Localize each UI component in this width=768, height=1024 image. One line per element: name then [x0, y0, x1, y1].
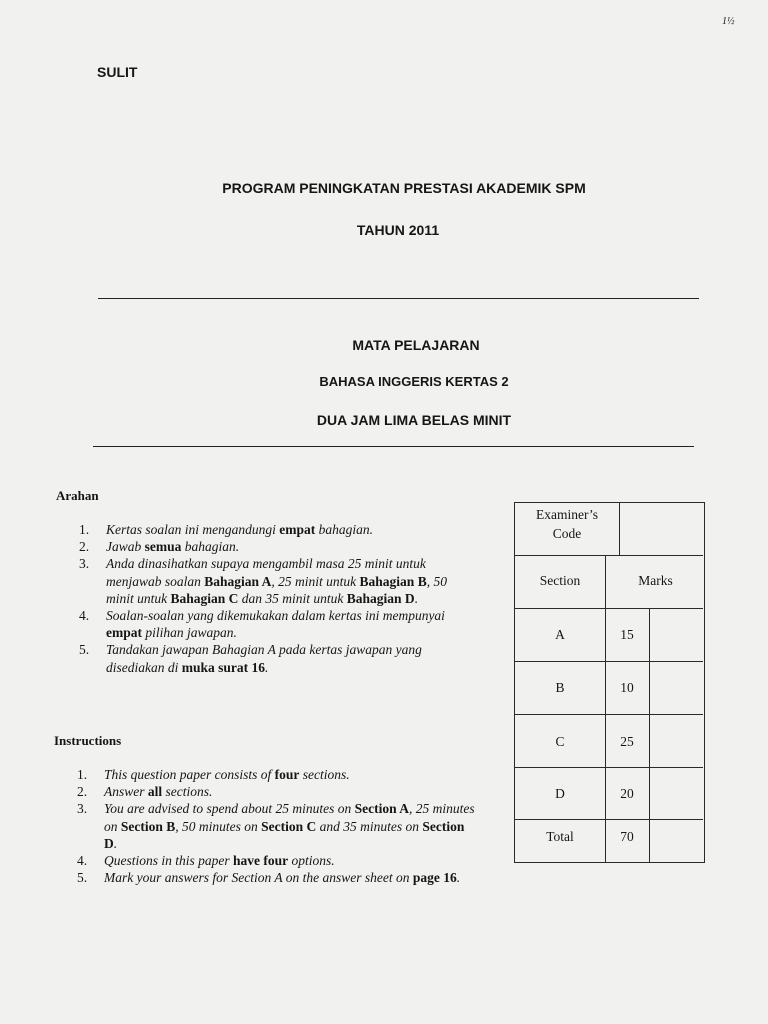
item-text-part: sections.: [299, 767, 350, 782]
instruction-item: [77, 852, 477, 869]
section-cell-c: C: [555, 734, 565, 749]
table-grid-line: [515, 555, 703, 556]
exam-duration: DUA JAM LIMA BELAS MINIT: [316, 412, 512, 428]
emphasis-text: empat: [279, 522, 316, 537]
divider-line: [93, 446, 694, 447]
table-grid-line: [515, 661, 703, 662]
year-title: TAHUN 2011: [356, 222, 440, 238]
emphasis-text: Bahagian B: [359, 573, 427, 589]
emphasis-text: muka surat 16: [181, 659, 266, 675]
emphasis-text: page 16: [412, 870, 457, 886]
examiner-marks-table: [514, 502, 705, 863]
emphasis-text: Bahagian D: [346, 590, 415, 606]
section-cell-a: A: [555, 627, 565, 642]
emphasis-text: all: [147, 784, 163, 800]
item-text-part: This question paper consists of: [104, 767, 275, 782]
emphasis-text: Bahagian A: [204, 573, 272, 589]
item-number: 5.: [79, 642, 90, 658]
arahan-heading: Arahan: [56, 488, 99, 503]
item-text-part: You are advised to spend about 25 minutes on: [104, 801, 355, 817]
instruction-item: [79, 555, 474, 607]
table-grid-line: [619, 503, 620, 555]
page-corner-mark: 1½: [722, 16, 735, 27]
item-text: [104, 801, 475, 850]
instruction-item: [77, 869, 477, 886]
item-number: 1.: [77, 767, 88, 782]
instruction-item: [79, 538, 474, 555]
item-number: 2.: [79, 539, 90, 555]
marks-column-header: Marks: [638, 573, 673, 588]
item-number: 2.: [77, 784, 88, 800]
examiners-label: Examiner’s: [536, 507, 598, 522]
item-text-part: Tandakan jawapan Bahagian A pada kertas jawapan yang disediakan di: [106, 642, 422, 675]
item-text-part: Anda dinasihatkan supaya mengambil masa 25 minit untuk menjawab soalan: [106, 556, 426, 589]
table-grid-line: [515, 767, 703, 768]
item-text-part: pilihan jawapan.: [142, 625, 237, 641]
instructions-heading: Instructions: [54, 733, 122, 748]
instructions-list: [77, 766, 477, 886]
table-grid-line: [515, 819, 703, 820]
divider-line: [98, 298, 699, 299]
item-number: 4.: [79, 608, 90, 624]
item-text-part: .: [265, 659, 269, 675]
item-text-part: dan 35 minit untuk: [238, 590, 347, 606]
section-cell-b: B: [555, 680, 565, 695]
arahan-list: [79, 521, 474, 676]
instruction-item: [79, 521, 474, 538]
item-text-part: and 35 minutes on: [316, 818, 423, 834]
emphasis-text: four: [274, 767, 300, 782]
item-text: [106, 539, 239, 554]
table-grid-line: [649, 608, 650, 862]
emphasis-text: have four: [233, 853, 289, 869]
item-number: 4.: [77, 853, 88, 869]
emphasis-text: Section D: [104, 818, 465, 851]
item-text-part: , 25 minutes on: [104, 801, 475, 834]
item-text-part: Kertas soalan ini mengandungi: [106, 522, 280, 537]
item-text: [104, 767, 350, 782]
item-text-part: .: [113, 835, 118, 851]
section-cell-total: Total: [546, 829, 574, 844]
item-number: 5.: [77, 870, 88, 886]
emphasis-text: Section A: [354, 801, 410, 817]
item-text-part: , 25 minit untuk: [271, 573, 360, 589]
item-text: [106, 522, 373, 537]
item-text: [104, 853, 335, 868]
item-number: 3.: [79, 556, 90, 572]
marks-cell-total: 70: [620, 829, 634, 844]
item-text: [106, 642, 422, 674]
item-text-part: bahagian.: [315, 522, 374, 537]
section-column-header: Section: [539, 573, 581, 588]
item-text-part: .: [456, 870, 461, 886]
item-text: [106, 556, 447, 605]
emphasis-text: semua: [144, 539, 182, 555]
code-label: Code: [552, 526, 582, 541]
marks-cell-a: 15: [620, 627, 634, 642]
item-text-part: bahagian.: [181, 539, 240, 555]
subject-name: BAHASA INGGERIS KERTAS 2: [319, 374, 509, 389]
marks-cell-d: 20: [620, 786, 634, 801]
item-text-part: Answer: [104, 784, 148, 800]
item-text-part: Jawab: [106, 539, 145, 555]
emphasis-text: empat: [106, 625, 142, 641]
table-grid-line: [515, 608, 703, 609]
marks-cell-c: 25: [620, 734, 634, 749]
item-text-part: , 50 minutes on: [175, 818, 262, 834]
item-text: [104, 784, 212, 799]
item-text-part: , 50 minit untuk: [106, 573, 447, 606]
item-text-part: sections.: [162, 784, 213, 800]
emphasis-text: Section C: [261, 818, 317, 834]
instruction-item: [79, 641, 474, 675]
instruction-item: [77, 766, 477, 783]
item-number: 3.: [77, 801, 88, 817]
emphasis-text: Section B: [120, 818, 176, 834]
subject-heading: MATA PELAJARAN: [352, 337, 480, 353]
section-cell-d: D: [555, 786, 565, 801]
table-grid-line: [515, 714, 703, 715]
item-text-part: Soalan-soalan yang dikemukakan dalam kertas ini mempunyai: [106, 608, 445, 624]
program-title: PROGRAM PENINGKATAN PRESTASI AKADEMIK SPM: [222, 180, 586, 196]
item-text-part: Mark your answers for Section A on the answer sheet on: [104, 870, 413, 886]
item-text: [104, 870, 460, 885]
instruction-item: [77, 800, 477, 852]
table-grid-line: [605, 555, 606, 862]
item-text: [106, 608, 445, 640]
instruction-item: [79, 607, 474, 641]
item-text-part: Questions in this paper: [104, 853, 234, 869]
instruction-item: [77, 783, 477, 800]
item-number: 1.: [79, 522, 90, 537]
item-text-part: .: [414, 590, 419, 606]
emphasis-text: Bahagian C: [170, 590, 239, 606]
classification-label: SULIT: [97, 64, 138, 80]
marks-cell-b: 10: [620, 680, 634, 695]
item-text-part: options.: [288, 853, 335, 869]
